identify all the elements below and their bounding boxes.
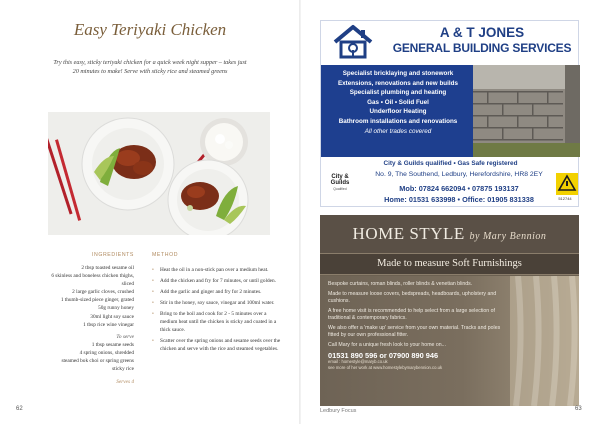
ingredient-item: sliced xyxy=(121,281,134,288)
page-number-right: 63 xyxy=(575,406,582,412)
method-column xyxy=(152,252,284,356)
builder-home: Home: 01531 633998 • Office: 01905 831338 xyxy=(384,195,534,204)
ingredient-item: 30ml light soy sauce xyxy=(90,313,134,320)
adverts-page xyxy=(301,0,600,424)
homestyle-web: see more of her work at www.homestylebymarybennion.co.uk xyxy=(328,365,443,370)
builder-advert xyxy=(320,20,579,207)
ingredient-item: 2 tbsp toasted sesame oil xyxy=(81,265,134,271)
to-serve-heading: To serve xyxy=(116,333,134,340)
method-step: • Heat the oil in a non-stick pan over a medium heat. xyxy=(152,266,284,274)
page-number-left: 62 xyxy=(16,406,23,412)
homestyle-phone: 01531 890 596 or 07900 890 946 xyxy=(328,351,439,360)
homestyle-tagline: Made to measure Soft Furnishings xyxy=(377,258,522,269)
block-wall-image xyxy=(473,65,580,157)
gas-safe-number: 512744 xyxy=(558,196,572,201)
homestyle-brand-by: by Mary Bennion xyxy=(469,231,547,242)
ingredients-heading: INGREDIENTS xyxy=(91,252,134,258)
builder-service: GENERAL BUILDING SERVICES xyxy=(392,41,572,55)
publication-footer: Ledbury Focus xyxy=(320,408,357,414)
homestyle-email: email : homestyle@maryb.co.uk xyxy=(328,359,388,364)
recipe-title: Easy Teriyaki Chicken xyxy=(73,20,227,39)
builder-header xyxy=(321,21,580,63)
homestyle-text xyxy=(328,281,508,371)
to-serve-item: 1 tbsp sesame seeds xyxy=(91,341,134,348)
homestyle-paragraph: Bespoke curtains, roman blinds, roller blinds & venetian blinds. xyxy=(328,281,473,287)
builder-service-line: Underfloor Heating xyxy=(369,108,427,116)
homestyle-paragraph: A free home visit is recommended to help select from a large selection of traditional & contemporary fabrics. xyxy=(328,308,495,321)
homestyle-paragraph: Made to measure loose covers, bedspreads, headboards, upholstery and cushions. xyxy=(328,291,497,304)
ingredients-list xyxy=(36,264,134,373)
builder-service-line: Specialist plumbing and heating xyxy=(349,89,447,97)
homestyle-paragraph: We also offer a 'make up' service from your own material. Tracks and poles fitted by our own professional fitter. xyxy=(328,325,501,338)
method-step: • Bring to the boil and cook for 2 - 5 minutes over a medium heat until the chicken is sticky and coated in a thick sauce. xyxy=(152,310,284,334)
to-serve-item: 4 spring onions, shredded xyxy=(79,349,134,356)
builder-service-line: Extensions, renovations and new builds xyxy=(337,79,458,87)
to-serve-item: sticky rice xyxy=(112,366,134,373)
method-steps xyxy=(152,266,284,353)
homestyle-brand-name: HOME STYLE xyxy=(352,224,465,243)
recipe-photo xyxy=(48,112,270,235)
recipe-intro: Try this easy, sticky teriyaki chicken for a quick week night supper – takes just 20 minutes to make! Serve with sticky rice and steamed greens xyxy=(53,59,247,75)
builder-name: A & T JONES xyxy=(439,25,525,40)
serves-label: Serves 4 xyxy=(116,379,134,386)
method-step: • Add the chicken and fry for 7 minutes, or until golden. xyxy=(152,277,284,285)
house-tools-icon xyxy=(331,24,375,60)
city-guilds-logo: City & Guilds xyxy=(330,174,350,187)
city-guilds-sub: Qualified xyxy=(333,187,347,191)
method-heading: METHOD xyxy=(152,252,179,258)
builder-qualification: City & Guilds qualified • Gas Safe registered xyxy=(383,160,518,167)
method-step: • Stir in the honey, soy sauce, vinegar and 100ml water. xyxy=(152,299,284,307)
method-step: • Add the garlic and ginger and fry for 2 minutes. xyxy=(152,288,284,296)
builder-other-trades: All other trades covered xyxy=(364,127,432,135)
builder-service-line: Specialist bricklaying and stonework xyxy=(342,70,454,77)
method-step: • Scatter over the spring onions and sesame seeds over the chicken and serve with the rice and steamed vegetables. xyxy=(152,337,284,353)
homestyle-advert xyxy=(320,215,579,406)
homestyle-paragraph: Call Mary for a unique fresh look to your home on... xyxy=(328,342,446,348)
ingredient-item: 2 large garlic cloves, crushed xyxy=(72,289,134,296)
ingredient-item: 1 tbsp rice wine vinegar xyxy=(83,321,134,328)
ingredient-item: 50g runny honey xyxy=(98,305,134,312)
teriyaki-plates-image xyxy=(48,112,270,235)
ingredients-column xyxy=(36,252,134,385)
ingredient-item: 1 thumb-sized piece ginger, grated xyxy=(60,297,134,304)
builder-service-line: Gas • Oil • Solid Fuel xyxy=(367,98,429,106)
builder-service-line: Bathroom installations and renovations xyxy=(338,117,458,125)
gas-safe-icon xyxy=(556,173,578,195)
builder-services-list xyxy=(323,69,473,136)
stone-wall-photo xyxy=(473,65,580,157)
to-serve-item: steamed bok choi or spring greens xyxy=(61,358,134,365)
curtain-image xyxy=(510,276,579,406)
ingredient-item: 6 skinless and boneless chicken thighs, xyxy=(51,273,134,280)
builder-mobile: Mob: 07824 662094 • 07875 193137 xyxy=(399,184,519,193)
builder-address: No. 9, The Southend, Ledbury, Herefordshire, HR8 2EY xyxy=(375,171,543,178)
homestyle-brand xyxy=(320,224,579,244)
